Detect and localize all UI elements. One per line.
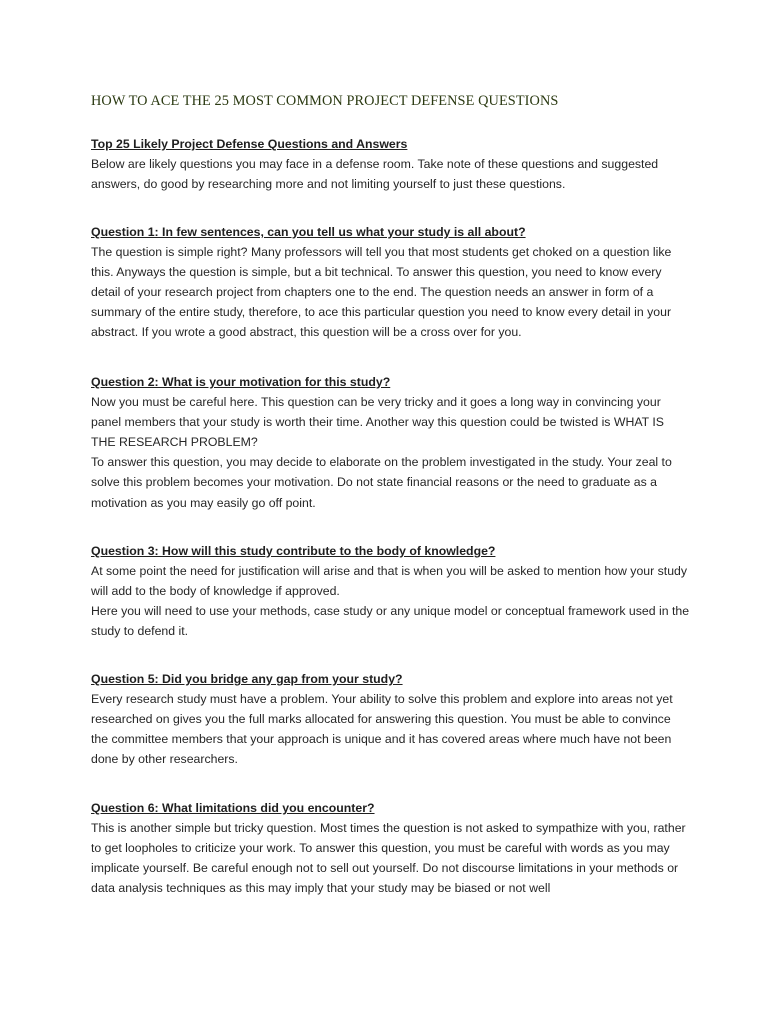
section-question-2 xyxy=(91,372,691,513)
section-body xyxy=(91,242,691,342)
section-heading: Question 6: What limitations did you encounter? xyxy=(91,801,375,815)
section-intro xyxy=(91,134,691,194)
paragraph: Now you must be careful here. This question can be very tricky and it goes a long way in convincing your panel members that your study is worth their time. Another way this question could be twisted is WHAT IS THE RESEARCH PROBLEM? xyxy=(91,395,664,450)
section-heading: Question 5: Did you bridge any gap from your study? xyxy=(91,672,403,686)
section-heading: Question 2: What is your motivation for this study? xyxy=(91,375,391,389)
section-body xyxy=(91,689,691,769)
section-heading: Question 1: In few sentences, can you tell us what your study is all about? xyxy=(91,225,526,239)
section-question-1 xyxy=(91,222,691,343)
paragraph: At some point the need for justification will arise and that is when you will be asked to mention how your study will add to the body of knowledge if approved. xyxy=(91,564,688,599)
paragraph: To answer this question, you may decide to elaborate on the problem investigated in the study. Your zeal to solve this problem becomes your motivation. Do not state financial reasons or the need to graduate as a motivation as you may easily go off point. xyxy=(91,455,672,510)
section-body xyxy=(91,154,691,194)
section-body xyxy=(91,818,691,898)
section-body xyxy=(91,392,691,513)
section-heading: Question 3: How will this study contribute to the body of knowledge? xyxy=(91,544,496,558)
paragraph: Below are likely questions you may face in a defense room. Take note of these questions and suggested answers, do good by researching more and not limiting yourself to just these questions. xyxy=(91,157,659,192)
paragraph: Every research study must have a problem. Your ability to solve this problem and explore into areas not yet researched on gives you the full marks allocated for answering this question. You must be able to convince the committee members that your approach is unique and it has covered areas where much have not been done by other researchers. xyxy=(91,692,673,767)
paragraph: This is another simple but tricky question. Most times the question is not asked to sympathize with you, rather to get loopholes to criticize your work. To answer this question, you must be careful with words as you may implicate yourself. Be careful enough not to sell out yourself. Do not discourse limitations in your methods or data analysis techniques as this may imply that your study may be biased or not well xyxy=(91,821,686,896)
document-title: HOW TO ACE THE 25 MOST COMMON PROJECT DEFENSE QUESTIONS xyxy=(91,93,559,109)
section-question-6 xyxy=(91,798,691,898)
section-question-3 xyxy=(91,541,691,641)
section-heading: Top 25 Likely Project Defense Questions and Answers xyxy=(91,137,408,151)
paragraph: Here you will need to use your methods, case study or any unique model or conceptual framework used in the study to defend it. xyxy=(91,604,690,639)
paragraph: The question is simple right? Many professors will tell you that most students get choked on a question like this. Anyways the question is simple, but a bit technical. To answer this question, you need to know every detail of your research project from chapters one to the end. The question needs an answer in form of a summary of the entire study, therefore, to ace this particular question you need to know every detail in your abstract. If you wrote a good abstract, this question will be a cross over for you. xyxy=(91,245,672,340)
section-body xyxy=(91,561,691,641)
section-question-5 xyxy=(91,669,691,769)
